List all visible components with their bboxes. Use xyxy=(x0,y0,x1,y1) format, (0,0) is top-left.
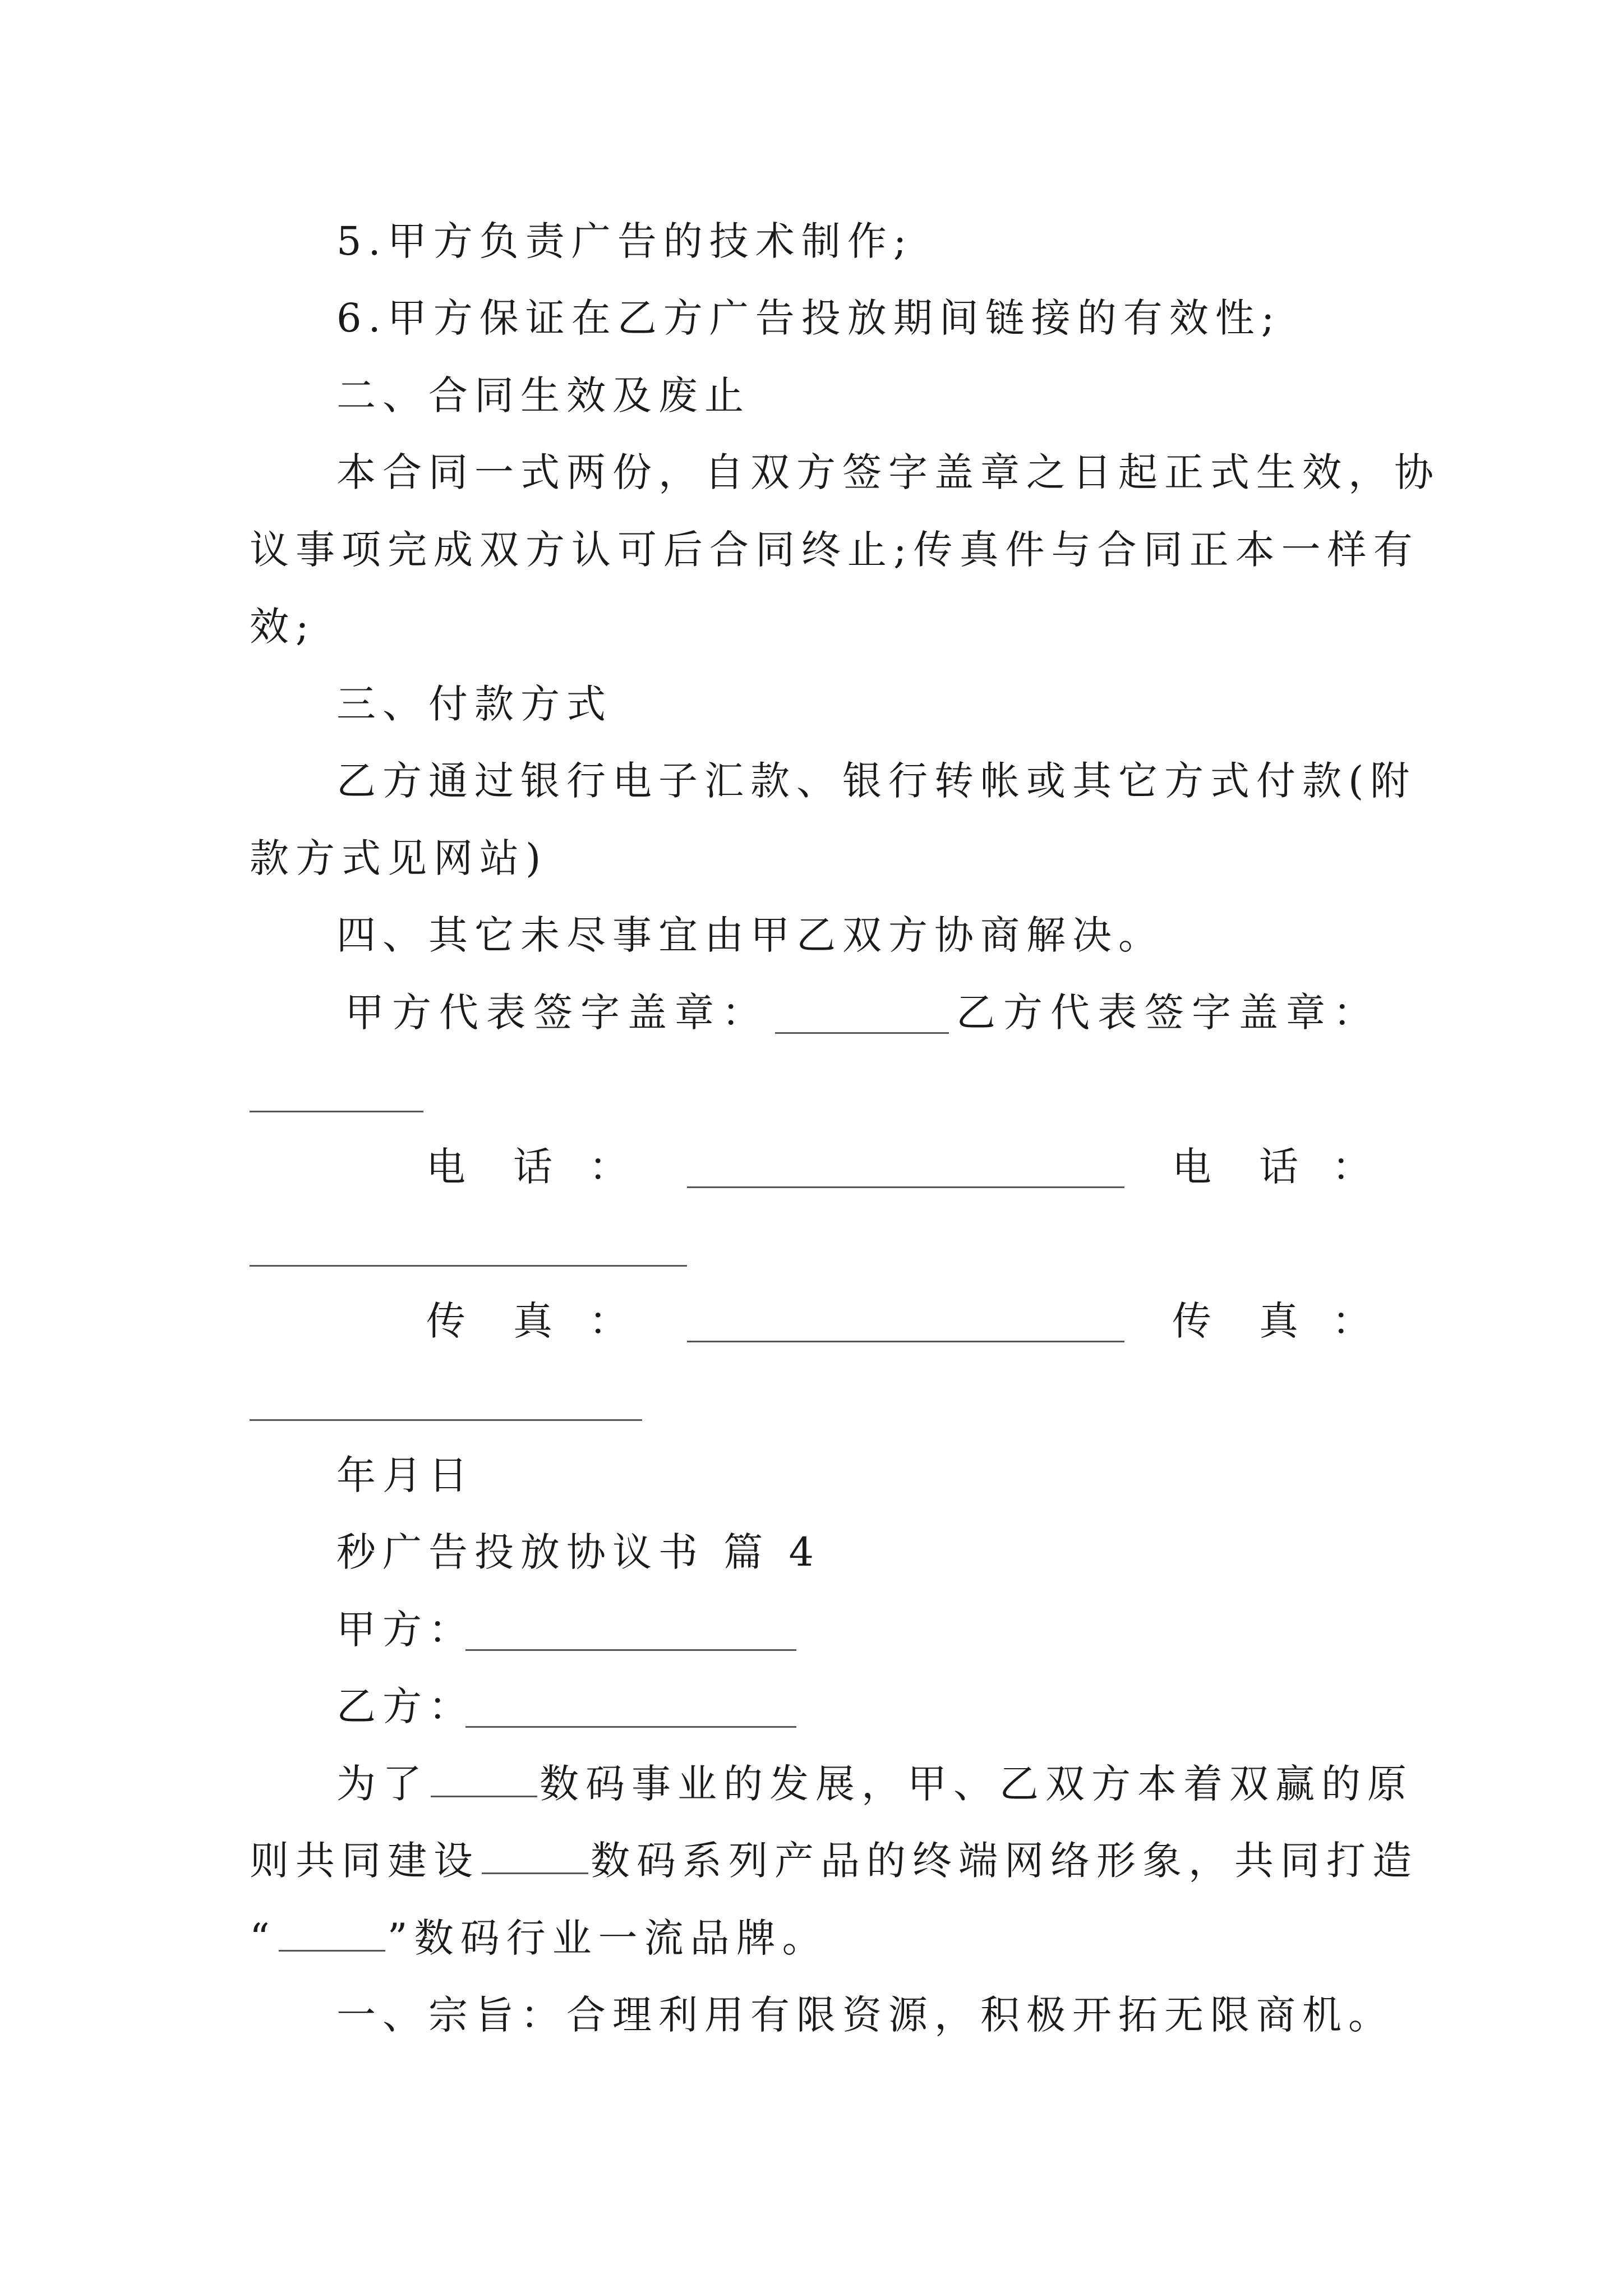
purpose-line2-end: 数码系列产品的终端网络形象，共同打造 xyxy=(591,1838,1418,1884)
heading-payment: 三、付款方式 xyxy=(336,681,612,727)
phone-label-a-char1: 电 xyxy=(426,1144,465,1190)
paragraph-effect-line3: 效; xyxy=(250,604,316,650)
signature-party-b-label: 乙方代表签字盖章： xyxy=(956,990,1380,1036)
fax-label-b-char2: 真 xyxy=(1259,1298,1298,1344)
brand-blank-1 xyxy=(431,1761,537,1797)
party-b-label: 乙方： xyxy=(336,1683,474,1729)
paragraph-payment-line1: 乙方通过银行电子汇款、银行转帐或其它方式付款(附 xyxy=(336,758,1417,804)
paragraph-effect-line2: 议事项完成双方认可后合同终止;传真件与合同正本一样有 xyxy=(250,527,1419,573)
phone-label-b-char2: 话 xyxy=(1259,1144,1298,1190)
signature-party-a-blank xyxy=(775,1032,949,1034)
signature-party-b-blank xyxy=(250,1111,423,1112)
phone-party-a-blank xyxy=(687,1186,1124,1188)
purpose-line2 xyxy=(250,1835,1418,1886)
fax-label-a-colon: ： xyxy=(589,1298,628,1344)
fax-row xyxy=(0,1296,1623,1346)
heading-effect: 二、合同生效及废止 xyxy=(336,372,750,418)
phone-label-b-char1: 电 xyxy=(1172,1144,1211,1190)
phone-label-a-char2: 话 xyxy=(513,1144,552,1190)
brand-blank-3 xyxy=(279,1915,385,1952)
phone-party-b-blank xyxy=(250,1265,687,1267)
purpose-line3 xyxy=(250,1913,828,1963)
date-line: 年月日 xyxy=(336,1452,474,1498)
party-a-blank xyxy=(465,1649,796,1651)
fax-label-a-char2: 真 xyxy=(513,1298,552,1344)
paragraph-effect-line1: 本合同一式两份，自双方签字盖章之日起正式生效，协 xyxy=(336,449,1440,495)
purpose-line1-start: 为了 xyxy=(336,1761,428,1807)
fax-label-a-char1: 传 xyxy=(426,1298,465,1344)
purpose-line3-open-quote: “ xyxy=(250,1915,276,1961)
signature-party-a-label: 甲方代表签字盖章： xyxy=(345,990,769,1036)
paragraph-payment-line2: 款方式见网站) xyxy=(250,835,548,881)
phone-row xyxy=(0,1142,1623,1192)
clause-5: 5.甲方负责广告的技术制作; xyxy=(336,218,914,264)
phone-label-a-colon: ： xyxy=(589,1144,628,1190)
phone-label-b-colon: ： xyxy=(1332,1144,1371,1190)
clause-other: 四、其它未尽事宜由甲乙双方协商解决。 xyxy=(336,912,1164,958)
section-title: 秒广告投放协议书 篇 4 xyxy=(336,1529,821,1575)
purpose-line2-start: 则共同建设 xyxy=(250,1838,479,1884)
party-a-label: 甲方： xyxy=(336,1607,474,1653)
purpose-line1-end: 数码事业的发展，甲、乙双方本着双赢的原 xyxy=(540,1761,1413,1807)
party-b-blank xyxy=(465,1726,796,1728)
fax-label-b-colon: ： xyxy=(1332,1298,1371,1344)
purpose-line1 xyxy=(336,1759,1413,1809)
clause-6: 6.甲方保证在乙方广告投放期间链接的有效性; xyxy=(336,295,1281,341)
purpose-line3-end: ”数码行业一流品牌。 xyxy=(387,1915,828,1961)
fax-party-a-blank xyxy=(687,1341,1124,1342)
fax-party-b-blank xyxy=(250,1419,642,1421)
fax-label-b-char1: 传 xyxy=(1172,1298,1211,1344)
clause-purpose: 一、宗旨：合理利用有限资源，积极开拓无限商机。 xyxy=(336,1992,1394,2038)
brand-blank-2 xyxy=(482,1838,588,1874)
